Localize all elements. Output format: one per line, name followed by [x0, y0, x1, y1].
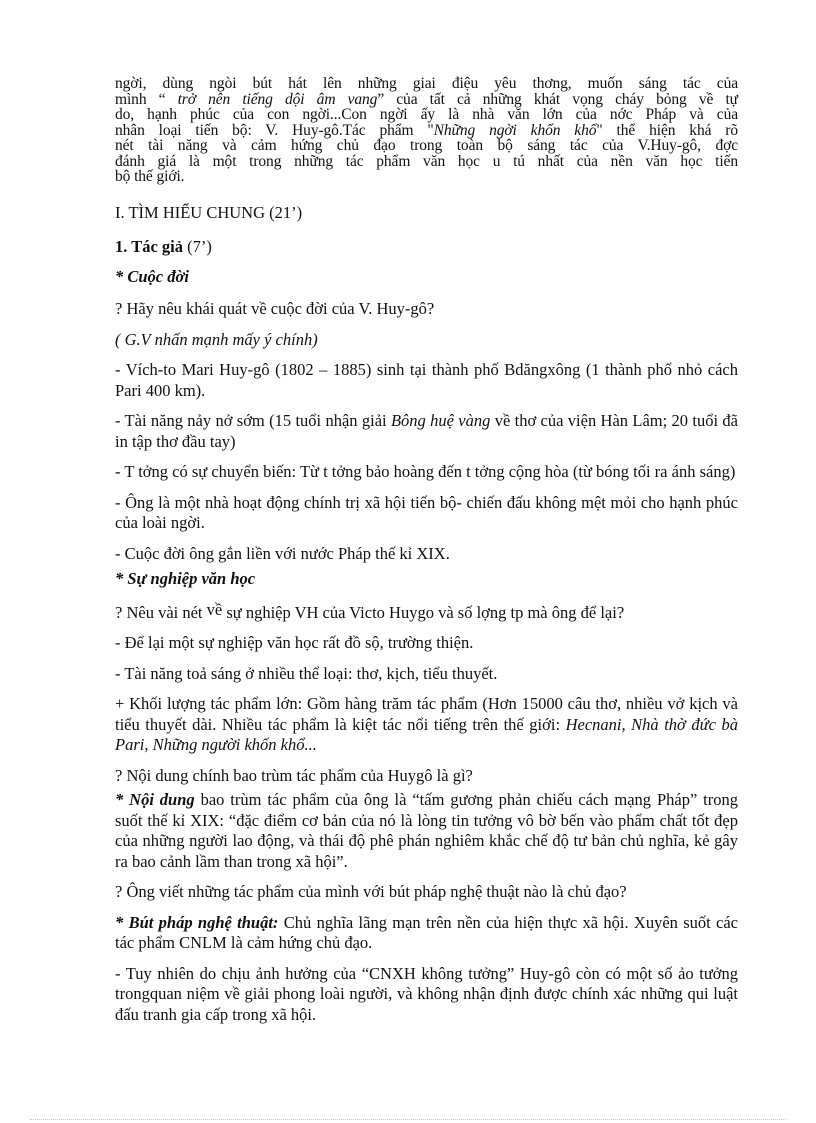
question: ? Nội dung chính bao trùm tác phẩm của Huygô là gì? [115, 765, 473, 785]
paragraph: - Tuy nhiên do chịu ảnh hưởng của “CNXH không tưởng” Huy-gô còn có một số ảo tưởng trongquan niệm về giải phong loài người, và không nhận định được chính xác những qui luật đấu tranh gia cấp trong xã hội. [115, 963, 738, 1024]
paragraph: - Để lại một sự nghiệp văn học rất đồ sộ, trường thiện. [115, 633, 474, 652]
paragraph: - Tài năng nảy nở sớm (15 tuổi nhận giải Bông huệ vàng về thơ của viện Hàn Lâm; 20 tuổi đã in tập thơ đầu tay) [115, 411, 738, 451]
document-page [115, 76, 738, 1025]
intro-line: mình “ trở nên tiếng dội âm vang” của tất cả những khát vọng cháy bỏng về tự [115, 90, 738, 108]
question: ? Ông viết những tác phẩm của mình với bút pháp nghệ thuật nào là chủ đạo? [115, 882, 627, 901]
heading-su-nghiep: * Sự nghiệp văn học [115, 569, 256, 588]
subsection-heading: 1. Tác giả (7’) [115, 236, 212, 256]
paragraph: - Ông là một nhà hoạt động chính trị xã hội tiến bộ- chiến đấu không mệt mỏi cho hạnh phúc của loài ngời. [115, 492, 738, 532]
paragraph: * Bút pháp nghệ thuật: Chủ nghĩa lãng mạn trên nền của hiện thực xã hội. Xuyên suốt các tác phẩm CNLM là cảm hứng chủ đạo. [115, 912, 739, 952]
section-heading: I. TÌM HIỂU CHUNG (21’) [115, 202, 303, 222]
intro-paragraph [115, 76, 738, 185]
heading-cuoc-doi: * Cuộc đời [115, 266, 189, 286]
intro-line: đánh giá là một trong những tác phẩm văn học u tú nhất của nền văn học tiến [115, 152, 738, 170]
teacher-note: ( G.V nhấn mạnh mấy ý chính) [115, 329, 318, 349]
intro-line: nhân loại tiến bộ: V. Huy-gô.Tác phẩm "Những ngời khốn khổ" thể hiện khá rõ [115, 121, 738, 139]
paragraph: * Nội dung bao trùm tác phẩm của ông là “tấm gương phản chiếu cách mạng Pháp” trong suốt thế kỉ XIX: “đặc điểm cơ bản của nó là lòng tin tưởng vô bờ bến vào phẩm chất tốt đẹp của những người lao động, và thái độ phê phán nghiêm khắc chế độ tư bản chủ nghĩa, kẻ gây ra bao cảnh lầm than trong xã hội”. [115, 790, 739, 871]
intro-line: do, hạnh phúc của con ngời...Con ngời ấy là nhà văn lớn của nớc Pháp và của [115, 106, 738, 123]
paragraph: - Tài năng toả sáng ở nhiều thể loại: thơ, kịch, tiểu thuyết. [115, 663, 498, 683]
intro-line: bộ thế giới. [115, 168, 185, 185]
paragraph: + Khối lượng tác phẩm lớn: Gồm hàng trăm tác phẩm (Hơn 15000 câu thơ, nhiều vở kịch và tiểu thuyết dài. Nhiều tác phẩm là kiệt tác nổi tiếng trên thế giới: Hecnani, Nhà thờ đức bà Pari, Những người khốn khổ... [115, 694, 738, 754]
paragraph: - Vích-to Mari Huy-gô (1802 – 1885) sinh tại thành phố Bdăngxông (1 thành phố nhỏ cách Pari 400 km). [115, 360, 738, 400]
intro-line: nét tài năng và cảm hứng chủ đạo trong toàn bộ sáng tác của V.Huy-gô, đợc [115, 137, 738, 154]
question: ? Hãy nêu khái quát về cuộc đời của V. Huy-gô? [115, 299, 435, 318]
question: ? Nêu vài nét về sự nghiệp VH của Victo Huygo và số lợng tp mà ông để lại? [115, 599, 625, 622]
page-footer-divider [30, 1119, 786, 1120]
paragraph: - Cuộc đời ông gắn liền với nước Pháp thế kỉ XIX. [115, 543, 450, 563]
paragraph: - T tởng có sự chuyển biến: Từ t tởng bảo hoàng đến t tởng cộng hòa (từ bóng tối ra ánh sáng) [115, 462, 736, 481]
intro-line: ngời, dùng ngòi bút hát lên những giai điệu yêu thơng, muốn sáng tác của [115, 75, 738, 92]
